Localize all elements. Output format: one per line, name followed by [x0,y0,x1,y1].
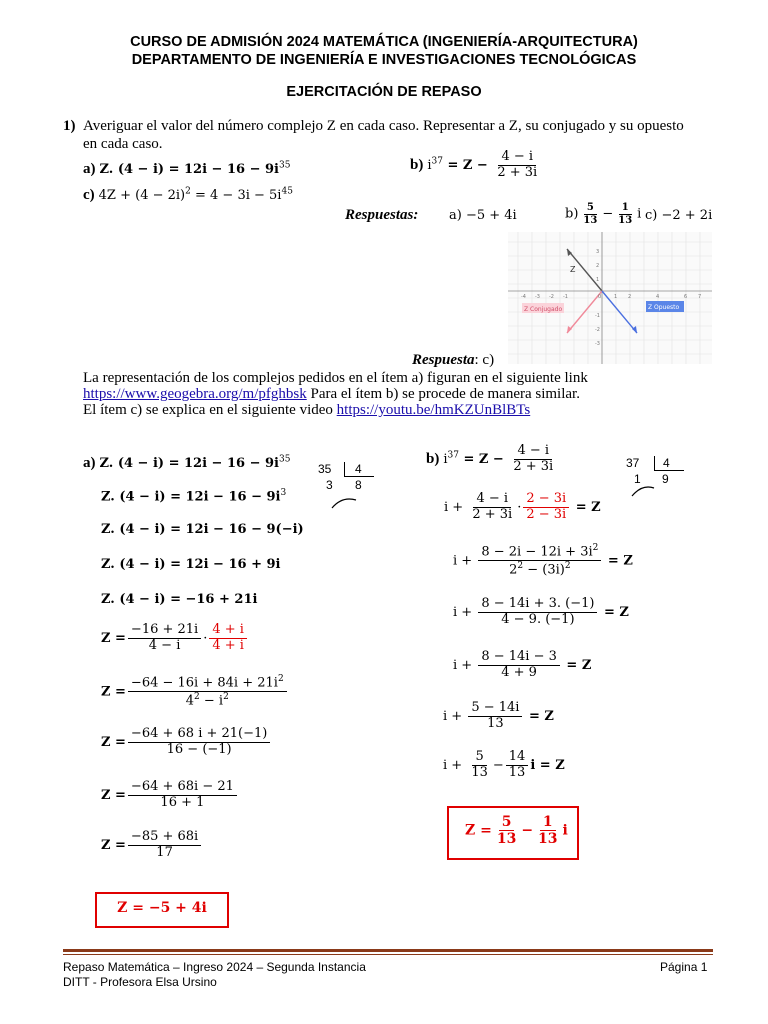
solution-b-arc [630,484,656,498]
header-title-1: CURSO DE ADMISIÓN 2024 MATEMÁTICA (INGENIERÍA-ARQUITECTURA) [130,34,638,50]
solution-a-arc [330,496,358,510]
footer-left-1: Repaso Matemática – Ingreso 2024 – Segunda Instancia [63,960,366,974]
footer-left-2: DITT - Profesora Elsa Ursino [63,975,217,989]
svg-text:7: 7 [698,294,702,300]
exercise-c: c) $4Z + (4 - 2i)^2 = 4 - 3i - 5i^{45}$ [83,186,293,203]
exercise-number: 1) [63,118,76,134]
geogebra-link[interactable]: https://www.geogebra.org/m/pfghbsk [83,386,307,402]
solution-b-step-7: i + $\frac{5}{13}$ − $\frac{14}{13}$ i = Z [443,749,565,780]
solution-a-step-1: a) Z. $(4 - i) = 12i - 16 - 9i^{35}$ [83,454,291,471]
exercise-statement-1: Averiguar el valor del número complejo Z en cada caso. Representar a Z, su conjugado y su opuesto [83,118,684,134]
solution-b-step-6: i + $\frac{5 - 14i}{13}$ = Z [443,700,554,731]
answer-a: a) −5 + 4i [449,208,517,223]
svg-text:-1: -1 [563,294,568,300]
info-line-1: La representación de los complejos pedidos en el ítem a) figuran en el siguiente link [83,370,588,386]
svg-text:2: 2 [628,294,632,300]
solution-a-step-2: Z. $(4 - i) = 12i - 16 - 9i^3$ [101,488,287,505]
solution-a-result: Z = −5 + 4i [117,900,207,916]
respuesta-c: Respuesta: c) [412,352,495,368]
solution-b-step-3: i + $\frac{8 - 2i - 12i + 3i^2}{2^2 - (3i)^2}$ = Z [453,543,633,578]
svg-text:2: 2 [596,263,600,269]
solution-a-step-9: Z = $\frac{-64 + 68i - 21}{16 + 1}$ [101,780,239,811]
svg-text:-3: -3 [535,294,540,300]
svg-text:1: 1 [596,277,600,283]
solution-a-step-10: Z = $\frac{-85 + 68i}{17}$ [101,830,203,861]
svg-text:-1: -1 [595,313,600,319]
solution-a-step-6: Z = $\frac{-16 + 21i}{4 - i}$ · $\frac{4 + i}{4 + i}$ [101,623,249,654]
youtube-link[interactable]: https://youtu.be/hmKZUnBlBTs [336,402,531,418]
solution-b-step-1: b) $i^{37} = Z$ − $\frac{4 - i}{2 + 3i}$ [426,443,554,474]
footer-divider [63,949,713,952]
answer-c: c) −2 + 2i [645,208,713,223]
solution-a-step-4: Z. (4 − i) = 12i − 16 + 9i [101,557,281,572]
solution-a-step-8: Z = $\frac{-64 + 68 i + 21(-1)}{16 - (-1)}$ [101,727,272,758]
svg-text:3: 3 [596,249,600,255]
solution-a-step-7: Z = $\frac{-64 - 16i + 84i + 21i^2}{4^2 - i^2}$ [101,674,289,710]
svg-text:-2: -2 [549,294,554,300]
complex-plane-graph [508,232,712,364]
answers-label: Respuestas: [345,207,419,223]
solution-b-step-2: i + $\frac{4 - i}{2 + 3i}$ · $\frac{2 - 3i}{2 - 3i}$ = Z [444,491,601,522]
header-title-2: DEPARTAMENTO DE INGENIERÍA E INVESTIGACIONES TECNOLÓGICAS [131,52,637,68]
exercise-statement-2: en cada caso. [83,136,163,152]
svg-text:6: 6 [684,294,688,300]
solution-a-step-5: Z. (4 − i) = −16 + 21i [101,592,258,607]
svg-text:4: 4 [656,294,660,300]
svg-text:0: 0 [598,294,602,300]
info-line-2: https://www.geogebra.org/m/pfghbsk Para el ítem b) se procede de manera similar. [83,386,580,402]
solution-b-result: Z = $\frac{5}{13}$ − $\frac{1}{13}$ i [465,814,568,848]
solution-a-division: 35 4 3 8 [318,462,331,476]
graph-conj-label: Z Conjugado [524,306,563,313]
footer-page-number: Página 1 [660,960,708,974]
footer-divider-thin [63,954,713,955]
svg-text:-3: -3 [595,341,600,347]
graph-opp-label: Z Opuesto [648,304,680,311]
graph-z-label: Z [570,265,576,274]
info-line-3: El ítem c) se explica en el siguiente video https://youtu.be/hmKZUnBlBTs [83,402,531,418]
svg-text:-4: -4 [521,294,526,300]
svg-text:1: 1 [614,294,618,300]
exercise-b: b) $i^{37} = Z$ − $\frac{4 - i}{2 + 3i}$ [410,149,538,180]
solution-a-step-3: Z. (4 − i) = 12i − 16 − 9(−i) [101,522,304,537]
section-title: EJERCITACIÓN DE REPASO [286,84,482,100]
solution-b-step-4: i + $\frac{8 - 14i + 3. (-1)}{4 - 9. (-1)}$ = Z [453,596,629,627]
solution-b-step-5: i + $\frac{8 - 14i - 3}{4 + 9}$ = Z [453,649,592,680]
answer-b: b) $\frac{5}{13}$ − $\frac{1}{13}$ i [565,202,642,226]
solution-b-division: 37 4 1 9 [626,456,639,470]
svg-text:-2: -2 [595,327,600,333]
exercise-a: a) Z. $(4 - i) = 12i - 16 - 9i^{35}$ [83,160,291,177]
